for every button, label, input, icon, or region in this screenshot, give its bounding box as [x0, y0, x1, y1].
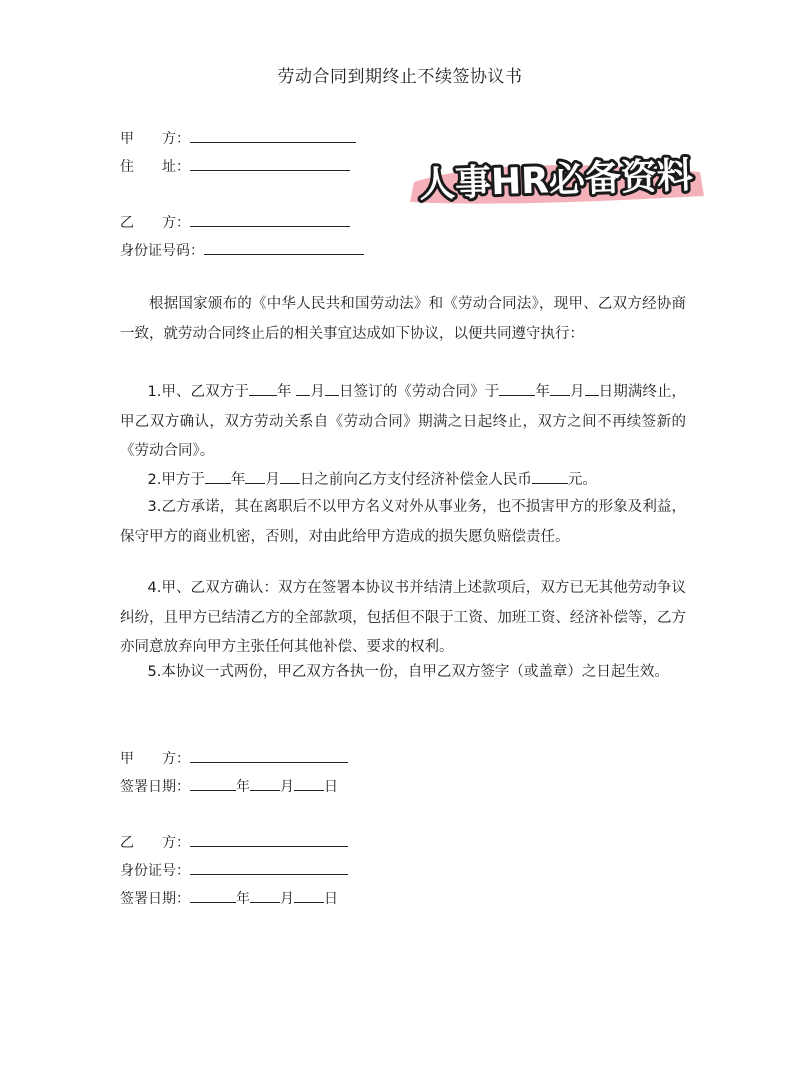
clause-2: 2.甲方于 年 月 日之前向乙方支付经济补偿金人民币 元。: [120, 466, 686, 496]
party-b-field: [120, 210, 350, 232]
clause-1: 1.甲、乙双方于 年 月 日签订的《劳动合同》于 年 月 日期满终止，甲乙双方确认，双方劳动关系自《劳动合同》期满之日起终止，双方之间不再续签新的《劳动合同》。: [120, 378, 686, 467]
party-b-blank: [190, 210, 350, 227]
intro-paragraph: 根据国家颁布的《中华人民共和国劳动法》和《劳动合同法》，现甲、乙双方经协商一致，就劳动合同终止后的相关事宜达成如下协议，以便共同遵守执行：: [120, 296, 686, 342]
sign-party-b: [120, 830, 348, 852]
stamp-text: 人事HR必备资料: [418, 155, 694, 206]
clause-5: 5.本协议一式两份，甲乙双方各执一份，自甲乙双方签字（或盖章）之日起生效。: [147, 664, 669, 680]
clause-4: 4.甲、乙双方确认：双方在签署本协议书并结清上述款项后，双方已无其他劳动争议纠纷，且甲方已结清乙方的全部款项，包括但不限于工资、加班工资、经济补偿等，乙方亦同意放弃向甲方主张任何其他补偿、要求的权利。: [120, 580, 686, 655]
party-a-label: 甲 方：: [120, 131, 190, 147]
party-b-label: 乙 方：: [120, 215, 190, 231]
sign-id-number: 身份证号：: [120, 858, 348, 880]
party-a-field: [120, 126, 356, 148]
sign-party-a-label: 甲 方：: [120, 751, 190, 767]
sign-date-b: 签署日期： 年 月 日: [120, 886, 338, 908]
address-field: [120, 154, 350, 176]
sign-party-b-label: 乙 方：: [120, 835, 190, 851]
address-label: 住 址：: [120, 159, 190, 175]
id-number-field: [120, 238, 364, 260]
sign-date-a: 签署日期： 年 月 日: [120, 774, 338, 796]
sign-party-b-blank: [190, 830, 348, 847]
sign-party-a: [120, 746, 348, 768]
document-title: 劳动合同到期终止不续签协议书: [277, 67, 523, 87]
id-number-blank: [204, 238, 364, 255]
id-number-label: 身份证号码：: [120, 243, 204, 259]
party-a-blank: [190, 126, 356, 143]
address-blank: [190, 154, 350, 171]
hr-resource-stamp: [400, 152, 712, 208]
clause-3: 3.乙方承诺，其在离职后不以甲方名义对外从事业务，也不损害甲方的形象及利益，保守甲方的商业机密，否则，对由此给甲方造成的损失愿负赔偿责任。: [120, 499, 686, 545]
sign-party-a-blank: [190, 746, 348, 763]
